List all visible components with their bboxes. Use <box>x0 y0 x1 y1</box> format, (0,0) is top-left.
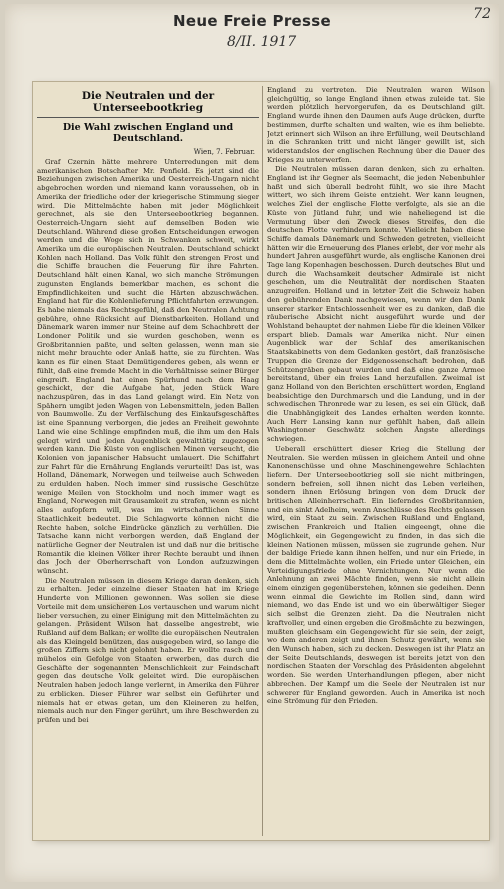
newspaper-masthead: Neue Freie Presse <box>173 12 331 30</box>
article-paragraph: Die Neutralen müssen in diesem Kriege daran denken, sich zu erhalten. Jeder einzelne dieser Staaten hat im Kriege Hunderte von Millionen gewonnen. Was sollen sie diese Vorteile mit dem unsicheren Los vertauschen und warum nicht lieber versuchen, zu einer Einigung mit den Mittelmächten zu gelangen. Präsident Wilson hat dasselbe angestrebt, wie Rußland auf dem Balkan; er wollte die europäischen Neutralen als das Kleingeld benützen, das ausgegeben wird, so lange die großen Ziffern sich nicht gelohnt haben. Er wollte rasch und mühelos ein Gefolge von Staaten erwerben, das durch die Geschäfte der sogenannten Menschlichkeit zur Feindschaft gegen das deutsche Volk geleitet wird. Die europäischen Neutralen haben jedoch lange verlernt, in Amerika den Führer zu erblicken. Dieser Führer war selbst ein Geführter und niemals hat er etwas getan, um den Kleineren zu helfen, niemals auch nur den Finger gerührt, um ihre Beschwerden zu prüfen und bei <box>37 576 259 724</box>
article-paragraph: Die Neutralen müssen daran denken, sich zu erhalten. England ist ihr Gegner als Seemacht, die jeden Nebenbuhler haßt und sich überall bedroht fühlt, wo sie ihre Macht wittert, wo sich ihrem Geiste entzieht. Wer kann leugnen, welches Ziel der englische Flotte verfolgte, als sie an die Küste von Jütland fuhr, und wie naheliegend ist die Vermutung über den Zweck dieses Streifes, den die deutschen Flotte verhindern konnte. Vielleicht haben diese Schiffe damals Dänemark und Schweden getreten, vielleicht hätten wir die Erneuerung des Planes erlebt, der vor mehr als hundert Jahren ausgeführt wurde, als englische Kanonen drei Tage lang Kopenhagen beschossen. Durch deutsches Blut und durch die Wachsamkeit deutscher Admirale ist nicht geschehen, um die Neutralität der nordischen Staaten anzugreifen. Holland und in letzter Zeit die Schweiz haben den gebührenden Dank nachgewiesen, wenn wir den Dank unserer starker Entschlossenheit wer es zu danken, daß die räuberische Absicht nicht ausgeführt wurde und der Wohlstand behauptet der nahmen Liebe für die kleinen Völker erspart blieb. Damals war Amerika nicht. Nur einen Augenblick war der Schlaf des amerikanischen Staatskabinetts von dem Gedanken gestört, daß französische Truppen die Grenze der Eidgenossenschaft bedrohen, daß Schützengräben gebaut wurden und daß eine ganze Armee bereitstand, über ein freies Land herzufallen. Zweimal ist ganz Holland von den Berichten erschüttert worden, England beabsichtige den Durchmarsch und die Landung, und in der schwedischen Thronrede war zu lesen, es sei ein Glück, daß die Unabhängigkeit des Landes erhalten werden konnte. Auch Herr Lansing kann nur gefühlt haben, daß allein Washingtoner Geschwätz solchen Ängste allerdings schwiegen. <box>267 165 485 444</box>
archive-sheet <box>5 4 499 882</box>
handwritten-reference: 72 <box>473 6 491 22</box>
newspaper-clipping <box>33 82 489 840</box>
article-headline: Die Neutralen und der Unterseebootkrieg <box>37 90 259 118</box>
article-column-left <box>37 86 259 838</box>
article-subheadline: Die Wahl zwischen England und Deutschland. <box>62 122 234 144</box>
article-paragraph: England zu vertreten. Die Neutralen waren Wilson gleichgültig, so lange England ihnen etwas zuleide tat. Sie werden plötzlich hervorgerufen, da es Deutschland gilt. England wurde ihnen den Daumen aufs Auge drücken, durfte bestimmen, durfte schalten und walten, wie es ihm beliebte. Jetzt erinnert sich Wilson an ihre Erfüllung, weil Deutschland in die Schranken tritt und nicht länger gewillt ist, sich widerstandslos der englischen Rechnung über die Dauer des Krieges zu unterwerfen. <box>267 86 485 164</box>
article-paragraph: Ueberall erschüttert dieser Krieg die Stellung der Neutralen. Sie werden müssen in gleichem Anteil und ohne Kanonenschüsse und ohne Maschinengewehre Schlachten liefern. Der Unterseebootkrieg soll sie nicht mitbringen, sondern befreien, soll ihnen nicht das Leben verleihen, sondern ihnen Erlösung bringen von dem Druck der britischen Alleinherrschaft. Ein lieferndes Großbritannien, und ein sinkt Adelheim, wenn Anschlüsse des Rechts gelassen wird, ein Staat zu sein. Zwischen Rußland und England, zwischen Frankreich und Italien eingeengt, ohne die Möglichkeit, ein Gegengewicht zu finden, in das sich die kleinen Nationen müssen, müssen sie zugrunde gehen. Nur der baldige Friede kann ihnen helfen, und nur ein Friede, in dem die Mittelmächte wollen, ein Friede unter Gleichen, ein Verteidigungsfriede ohne Vernichtungen. Nur wenn die Anlehnung an zwei Mächte finden, wenn sie nicht allein einem einzigen gegenüberstehen, können sie gedeihen. Denn wenn einmal die Gewichte im Rollen sind, dann wird niemand, wo das Ende ist und wo ein überwältiger Sieger sich selbst die Grenzen zieht. Da die Neutralen nicht kraftvoller, und einen ergeben die Großmächte zu bezwingen, mußten gleichsam ein Gegengewicht für sie sein, der zeigt, wo dem anderen zeigt und ihnen Schutz gewährt, wenn sie den Wunsch haben, sich zu decken. Deswegen ist ihr Platz an der Seite Deutschlands, deswegen ist bereits jetzt von den nordischen Staaten der Vorschlag des Präsidenten abgelehnt worden. Sie werden Unterhandlungen pflegen, aber nicht abbrechen. Der Kampf um die Seele der Neutralen ist nur schwerer für England geworden. Auch in Amerika ist noch eine Strömung für den Frieden. <box>267 444 485 706</box>
handwritten-date: 8/II. 1917 <box>227 34 297 50</box>
article-dateline: Wien, 7. Februar. <box>193 148 255 156</box>
article-paragraph: Graf Czernin hätte mehrere Unterredungen mit dem amerikanischen Botschafter Mr. Penfield. Es jetzt sind die Beziehungen zwischen Amerika und Oesterreich-Ungarn nicht abgebrochen worden und niemand kann voraussehen, ob in Amerika der friedliche oder der kriegerische Stimmung sieger wird. Die Mittelmächte haben mit jeder Möglichkeit gerechnet, als sie den Unterseebootkrieg begannen. Oesterreich-Ungarn sieht auf demselben Boden wie Deutschland. Während diese großen Entscheidungen erwogen werden und die Woge sich in Schwanken schweit, wirkt Amerika um die europäischen Neutralen. Deutschland schickt Kohlen nach Holland. Das Volk fühlt den strengen Frost und die Schiffe brauchen die Feuerung für ihre Fahrten. Deutschland hält einen Kanal, wo sich manche Strömungen zugunsten Englands bemerkbar machen, es schont die Empfindlichkeiten und sucht die Härten abzuschwächen. England hat für die Kohlenlieferung Pflichtfahrten erzwungen. Es habe niemals das Rechtsgefühl, daß den Neutralen Achtung gebühre, ohne Rücksicht auf Dienstbarkeiten. Holland und Dänemark waren immer nur Steine auf dem Schachbrett der Londoner Politik und sie wurden geschoben, wenn es Großbritannien paßte, und selten gelassen, wenn man sie nicht mehr brauchte oder Anlaß hatte, sie zu fürchten. Was kann es für einen Staat Demütigenderes geben, als wenn er fühlt, daß eine fremde Macht in die Verhältnisse seiner Bürger eingreift. England hat einen Spürhund nach dem Haag geschickt, der die Aufgabe hat, jeden Stück Ware nachzuspüren, das in das Land gelangt wird. Ein Netz von Spähern umgibt jeden Wagen von Lebensmitteln, jeden Ballen von Baumwolle. Zu der Verfälschung des Einkaufsgeschäftes ist eine Spannung verborgen, die jedes an Freiheit gewohnte Land wie eine Schlinge empfinden muß, die ihm um den Hals gelegt wird und jeden Augenblick gewalttätig zugezogen werden kann. Die Küste von englischen Minen verseucht, die Kolonien von japanischer Habsucht umlauert. Die Schiffahrt zur Fahrt für die Ernährung Englands verurteilt! Das ist, was Holland, Dänemark, Norwegen und teilweise auch Schweden zu erdulden haben. Noch immer sind russische Geschütze wenige Meilen von Stockholm und noch immer wagt es England, Norwegen mit Grausamkeit zu strafen, wenn es nicht alles aufopfern will, was im wirtschaftlichen Sinne Staatlichkeit bedeutet. Die Schlagworte können nicht die Rechte haben, solche Eindrücke gänzlich zu verhüllen. Die Tatsache kann nicht verborgen werden, daß England der natürliche Gegner der Neutralen ist und daß nur die britische Romantik die kleinen Völker ihrer Rechte beraubt und ihnen das Joch der Oberherrschaft von London aufzuzwingen wünscht. <box>37 158 259 576</box>
column-divider <box>262 86 263 836</box>
article-column-right <box>267 86 485 838</box>
